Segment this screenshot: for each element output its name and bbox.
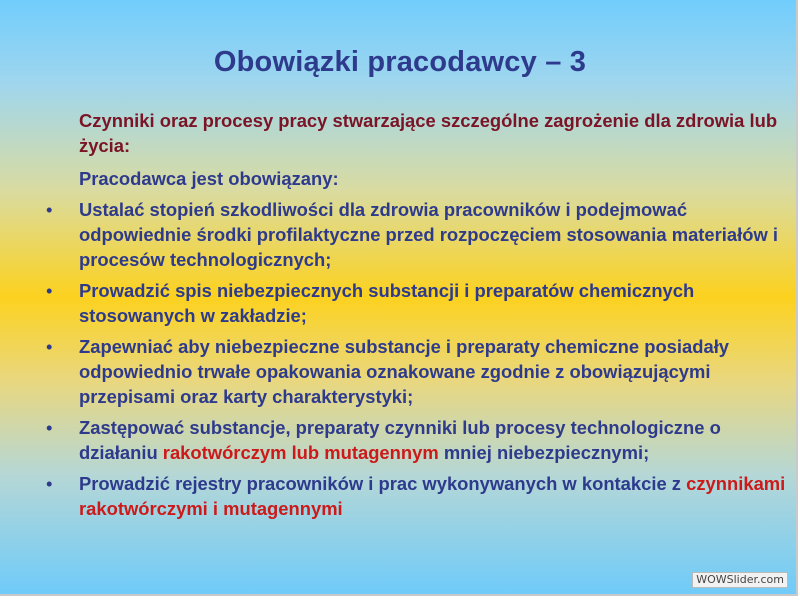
bullet-text-after: mniej niebezpiecznymi; — [438, 442, 650, 463]
bullet-highlight: rakotwórczym lub mutagennym — [162, 442, 439, 463]
intro-text: Czynniki oraz procesy pracy stwarzające szczególne zagrożenie dla zdrowia lub życia: — [79, 110, 778, 156]
bullet-icon: • — [46, 473, 53, 494]
bullet-icon: • — [46, 417, 53, 438]
lead-text: Pracodawca jest obowiązany: — [79, 168, 339, 189]
bullet-icon: • — [46, 336, 53, 357]
wowslider-watermark[interactable]: WOWSlider.com — [692, 572, 788, 588]
slide-title: Obowiązki pracodawcy – 3 — [213, 46, 587, 78]
bullet-text: Prowadzić spis niebezpiecznych substancji i preparatów chemicznych stosowanych w zakładzie; — [79, 280, 695, 326]
bullet-text-before: Prowadzić rejestry pracowników i prac wykonywanych w kontakcie z — [79, 473, 687, 494]
bullet-text: Zapewniać aby niebezpieczne substancje i preparaty chemiczne posiadały odpowiednio trwałe opakowania oznakowane zgodnie z obowiązującymi przepisami oraz karty charakterystyki; — [79, 336, 730, 407]
bullet-item — [0, 471, 790, 521]
bullet-list — [0, 197, 790, 521]
bullet-item — [0, 415, 790, 465]
bullet-item — [0, 197, 790, 272]
slide-content — [0, 108, 790, 521]
bullet-icon: • — [46, 199, 53, 220]
bullet-text: Ustalać stopień szkodliwości dla zdrowia pracowników i podejmować odpowiednie środki profilaktyczne przed rozpoczęciem stosowania materiałów i procesów technologicznych; — [79, 199, 779, 270]
bullet-text-before: Zastępować substancje, preparaty czynniki lub procesy technologiczne o działaniu — [79, 417, 721, 463]
bullet-item — [0, 334, 790, 409]
bullet-icon: • — [46, 280, 53, 301]
bullet-highlight: czynnikami rakotwórczymi i mutagennymi — [79, 473, 786, 519]
bullet-item — [0, 278, 790, 328]
